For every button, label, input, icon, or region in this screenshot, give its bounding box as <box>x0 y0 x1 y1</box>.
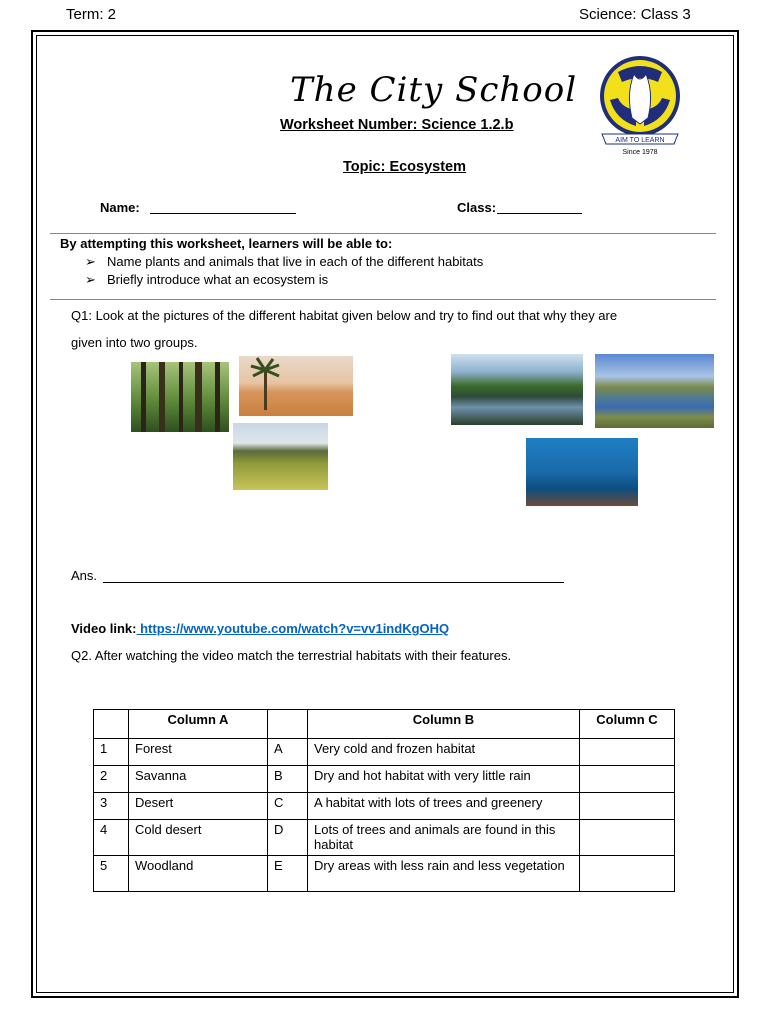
column-a-cell: Woodland <box>129 856 268 892</box>
objective-item <box>85 253 483 271</box>
column-a-cell: Desert <box>129 793 268 820</box>
column-c-answer[interactable] <box>580 793 675 820</box>
column-c-answer[interactable] <box>580 820 675 856</box>
table-header-cell: Column B <box>308 710 580 739</box>
desert-photo <box>239 356 353 416</box>
term-label: Term: 2 <box>66 6 117 23</box>
arrow-bullet-icon: ➢ <box>85 272 96 287</box>
row-letter: C <box>268 793 308 820</box>
video-link[interactable]: https://www.youtube.com/watch?v=vv1indKgOHQ <box>136 621 450 636</box>
class-field[interactable] <box>497 198 582 214</box>
class-label: Class: <box>457 200 497 215</box>
divider-top <box>50 233 716 234</box>
logo-motto: AIM TO LEARN <box>615 137 665 144</box>
table-row <box>94 820 675 856</box>
school-name: The City School <box>290 70 578 110</box>
row-letter: D <box>268 820 308 856</box>
column-b-cell: Lots of trees and animals are found in this habitat <box>308 820 580 856</box>
lake-photo <box>451 354 583 425</box>
ocean-photo <box>526 438 638 506</box>
column-a-cell: Forest <box>129 739 268 766</box>
worksheet-topic: Topic: Ecosystem <box>343 159 467 175</box>
name-field[interactable] <box>150 198 296 214</box>
subject-class-label: Science: Class 3 <box>579 6 691 23</box>
row-letter: B <box>268 766 308 793</box>
column-a-cell: Cold desert <box>129 820 268 856</box>
name-label: Name: <box>100 200 140 215</box>
video-line <box>71 621 449 636</box>
arrow-bullet-icon: ➢ <box>85 254 96 269</box>
school-logo <box>596 54 686 156</box>
column-b-cell: Dry areas with less rain and less vegetation <box>308 856 580 892</box>
answer-field[interactable] <box>103 567 564 583</box>
column-b-cell: Dry and hot habitat with very little rain <box>308 766 580 793</box>
video-link-label: Video link: <box>71 621 137 636</box>
table-row <box>94 739 675 766</box>
ans-label: Ans. <box>71 568 98 583</box>
table-header-row <box>94 710 675 739</box>
row-letter: E <box>268 856 308 892</box>
logo-since: Since 1978 <box>622 149 658 156</box>
pond-photo <box>595 354 714 428</box>
row-letter: A <box>268 739 308 766</box>
worksheet-number: Worksheet Number: Science 1.2.b <box>280 117 514 133</box>
row-number: 5 <box>94 856 129 892</box>
column-c-answer[interactable] <box>580 766 675 793</box>
matching-table <box>93 709 675 892</box>
column-b-cell: A habitat with lots of trees and greenery <box>308 793 580 820</box>
divider-bottom <box>50 299 716 300</box>
row-number: 1 <box>94 739 129 766</box>
forest-photo <box>131 362 229 432</box>
row-number: 2 <box>94 766 129 793</box>
objectives-list <box>85 253 483 289</box>
column-a-cell: Savanna <box>129 766 268 793</box>
column-c-answer[interactable] <box>580 739 675 766</box>
column-c-answer[interactable] <box>580 856 675 892</box>
table-header-cell <box>94 710 129 739</box>
table-header-cell <box>268 710 308 739</box>
objective-item <box>85 271 483 289</box>
row-number: 4 <box>94 820 129 856</box>
objectives-intro: By attempting this worksheet, learners will be able to: <box>60 236 393 251</box>
q1-line1: Q1: Look at the pictures of the different habitat given below and try to find out that why they are <box>71 308 618 323</box>
table-header-cell: Column C <box>580 710 675 739</box>
q2-text: Q2. After watching the video match the terrestrial habitats with their features. <box>71 648 512 663</box>
table-row <box>94 856 675 892</box>
objective-text: Name plants and animals that live in each of the different habitats <box>107 254 484 269</box>
table-row <box>94 793 675 820</box>
table-header-cell: Column A <box>129 710 268 739</box>
column-b-cell: Very cold and frozen habitat <box>308 739 580 766</box>
savanna-photo <box>233 423 328 490</box>
objective-text: Briefly introduce what an ecosystem is <box>107 272 329 287</box>
row-number: 3 <box>94 793 129 820</box>
table-row <box>94 766 675 793</box>
q1-line2: given into two groups. <box>71 335 198 350</box>
